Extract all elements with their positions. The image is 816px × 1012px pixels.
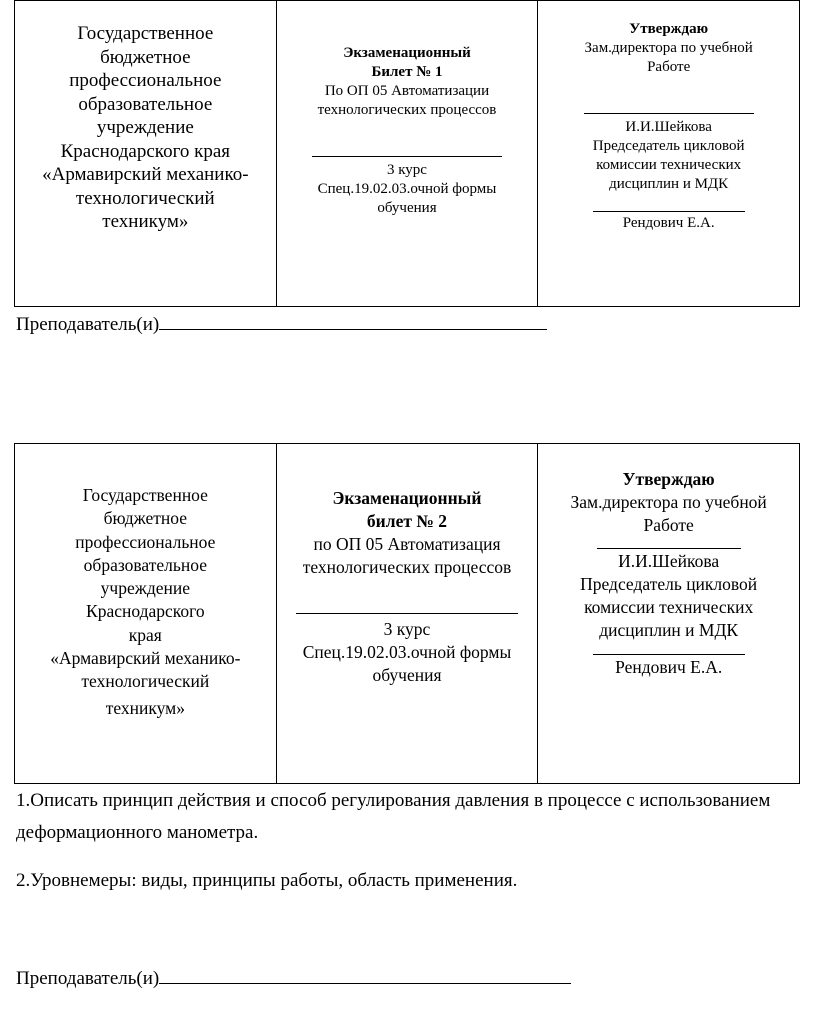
institution-cell xyxy=(15,1,277,307)
divider-rule xyxy=(312,156,502,157)
question-2: 2.Уровнемеры: виды, принципы работы, область применения. xyxy=(16,870,518,891)
signature-line xyxy=(597,548,741,549)
chair-line: Председатель цикловой xyxy=(592,138,745,154)
institution-line: профессиональное xyxy=(75,531,216,552)
institution-line: Государственное xyxy=(77,23,214,44)
institution-line: образовательное xyxy=(83,554,207,575)
chair-line: комиссии технических xyxy=(584,597,754,617)
institution-line: «Армавирский механико- xyxy=(42,164,249,185)
teacher-signature-1 xyxy=(16,312,547,336)
deputy-line: Зам.директора по учебной xyxy=(584,40,753,56)
institution-line: Краснодарского края xyxy=(60,140,231,162)
spec-line: Спец.19.02.03.очной формы xyxy=(302,642,512,662)
deputy-name: И.И.Шейкова xyxy=(625,119,712,135)
deputy-name: И.И.Шейкова xyxy=(618,551,720,571)
institution-cell xyxy=(15,444,277,784)
spec-line: обучения xyxy=(372,665,442,685)
institution-line: Государственное xyxy=(82,485,208,505)
chair-name: Рендович Е.А. xyxy=(622,215,715,231)
ticket-title: Экзаменационный xyxy=(343,45,471,61)
teacher-blank[interactable] xyxy=(159,312,547,330)
approval-cell xyxy=(538,1,800,307)
signature-line xyxy=(584,113,754,114)
divider-rule xyxy=(296,613,518,614)
chair-name: Рендович Е.А. xyxy=(615,657,723,677)
institution-line: «Армавирский механико- xyxy=(50,648,241,669)
deputy-line: Работе xyxy=(647,59,691,75)
subject-line: технологических процессов xyxy=(302,557,512,577)
institution-line: учреждение xyxy=(100,578,190,599)
spec-line: обучения xyxy=(377,200,437,216)
course-label: 3 курс xyxy=(383,619,431,639)
approve-label: Утверждаю xyxy=(622,469,715,489)
institution-line: техникум» xyxy=(105,697,185,718)
chair-line: комиссии технических xyxy=(596,157,742,173)
chair-line: дисциплин и МДК xyxy=(609,176,729,192)
institution-line: бюджетное xyxy=(100,46,191,68)
approve-label: Утверждаю xyxy=(629,21,709,37)
question-1: 1.Описать принцип действия и способ регулирования давления в процессе с использованием деформационного манометра. xyxy=(16,790,771,843)
signature-line xyxy=(593,654,745,655)
ticket-2-header xyxy=(14,443,800,784)
signature-line xyxy=(593,211,745,212)
chair-line: дисциплин и МДК xyxy=(599,620,739,640)
teacher-label: Преподаватель(и) xyxy=(16,968,160,989)
deputy-line: Зам.директора по учебной xyxy=(570,492,767,512)
ticket-1-header xyxy=(14,0,800,307)
ticket-number: билет № 2 xyxy=(366,511,448,531)
approval-cell xyxy=(538,444,800,784)
chair-line: Председатель цикловой xyxy=(580,574,758,594)
ticket-title: Экзаменационный xyxy=(332,488,482,508)
ticket-info-cell xyxy=(276,1,538,307)
course-label: 3 курс xyxy=(386,162,427,178)
spec-line: Спец.19.02.03.очной формы xyxy=(317,181,497,197)
subject-line: по ОП 05 Автоматизация xyxy=(313,534,501,554)
teacher-label: Преподаватель(и) xyxy=(16,314,160,335)
ticket-info-cell xyxy=(276,444,538,784)
institution-line: технологический xyxy=(81,671,210,692)
teacher-signature-2 xyxy=(16,966,571,990)
subject-line: По ОП 05 Автоматизации xyxy=(324,83,490,99)
institution-line: учреждение xyxy=(96,117,194,138)
institution-line: технологический xyxy=(75,187,215,209)
institution-line: края xyxy=(128,624,162,645)
institution-line: образовательное xyxy=(78,93,213,115)
institution-line: профессиональное xyxy=(69,70,222,91)
teacher-blank[interactable] xyxy=(159,966,571,984)
institution-line: бюджетное xyxy=(103,508,188,529)
ticket-number: Билет № 1 xyxy=(371,64,443,80)
deputy-line: Работе xyxy=(643,515,694,535)
institution-line: техникум» xyxy=(102,211,189,232)
subject-line: технологических процессов xyxy=(317,102,497,118)
institution-line: Краснодарского xyxy=(86,601,205,622)
